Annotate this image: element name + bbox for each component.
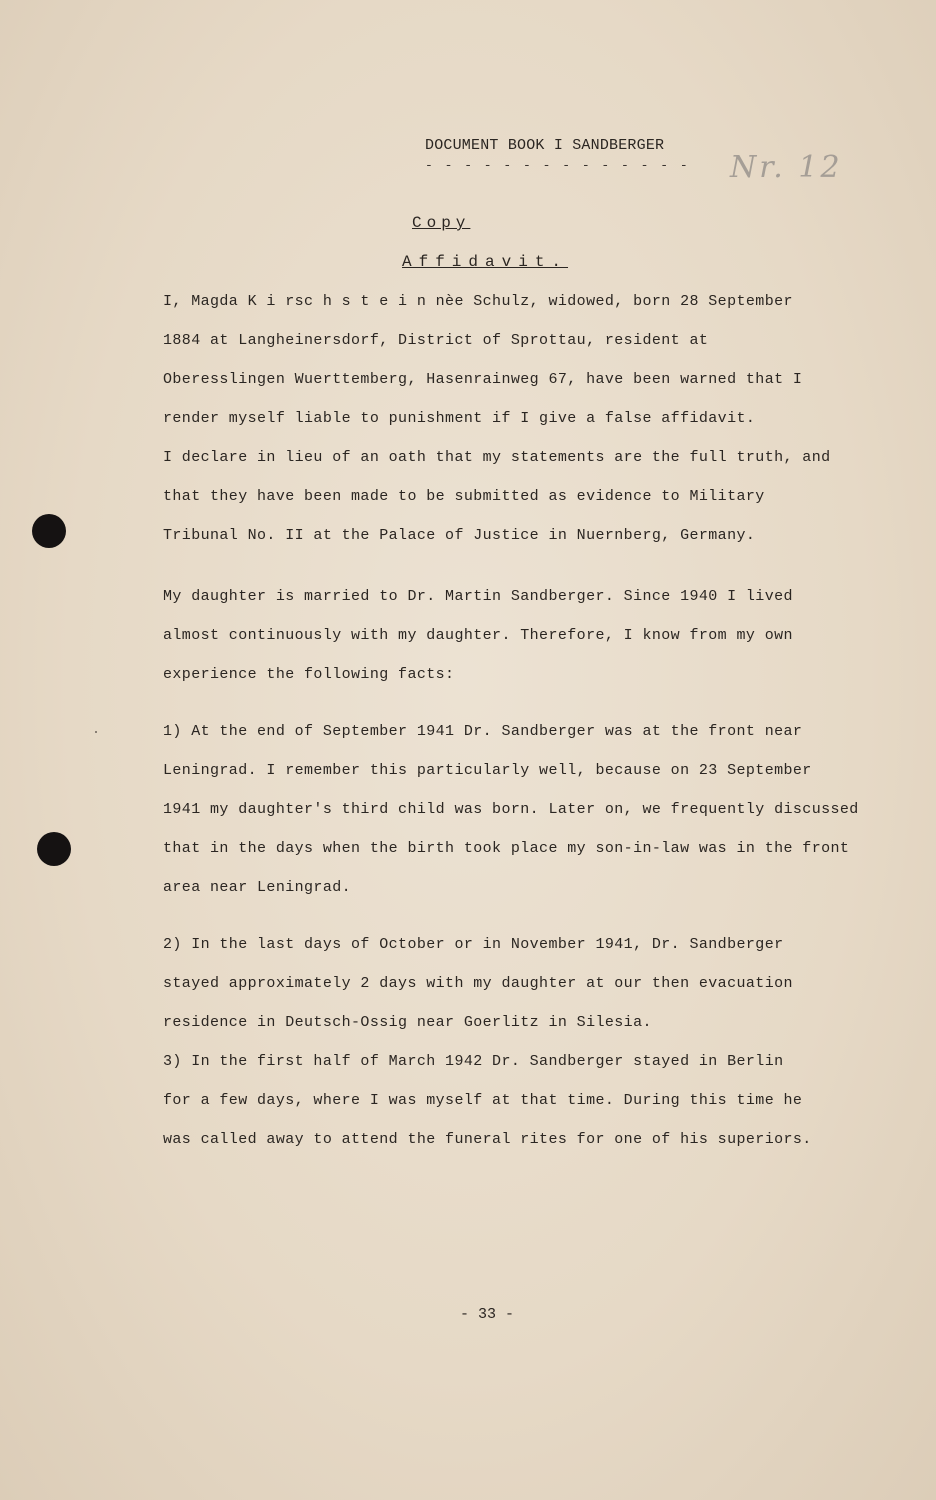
- body-line: experience the following facts:: [163, 666, 455, 683]
- page-number: - 33 -: [460, 1306, 515, 1323]
- handwritten-note: Nr. 12: [730, 150, 843, 185]
- body-line: Leningrad. I remember this particularly well, because on 23 September: [163, 762, 812, 779]
- paper-speck: [95, 731, 97, 733]
- body-line: I, Magda K i rsc h s t e i n nèe Schulz, widowed, born 28 September: [163, 293, 793, 310]
- body-line: 1) At the end of September 1941 Dr. Sandberger was at the front near: [163, 723, 803, 740]
- punch-hole-upper: [32, 514, 66, 548]
- body-line: residence in Deutsch-Ossig near Goerlitz in Silesia.: [163, 1014, 652, 1031]
- body-line: I declare in lieu of an oath that my statements are the full truth, and: [163, 449, 831, 466]
- body-line: render myself liable to punishment if I give a false affidavit.: [163, 410, 756, 427]
- copy-label: Copy: [412, 214, 471, 232]
- body-line: was called away to attend the funeral rites for one of his superiors.: [163, 1131, 812, 1148]
- body-line: Oberesslingen Wuerttemberg, Hasenrainweg 67, have been warned that I: [163, 371, 803, 388]
- body-line: that they have been made to be submitted as evidence to Military: [163, 488, 765, 505]
- body-line: 3) In the first half of March 1942 Dr. Sandberger stayed in Berlin: [163, 1053, 784, 1070]
- body-line: for a few days, where I was myself at that time. During this time he: [163, 1092, 803, 1109]
- heading-underline: - - - - - - - - - - - - - -: [425, 158, 690, 173]
- body-line: 2) In the last days of October or in November 1941, Dr. Sandberger: [163, 936, 784, 953]
- body-line: that in the days when the birth took place my son-in-law was in the front: [163, 840, 850, 857]
- body-line: Tribunal No. II at the Palace of Justice in Nuernberg, Germany.: [163, 527, 756, 544]
- body-line: stayed approximately 2 days with my daughter at our then evacuation: [163, 975, 793, 992]
- body-line: area near Leningrad.: [163, 879, 352, 896]
- document-heading: DOCUMENT BOOK I SANDBERGER: [425, 137, 665, 154]
- affidavit-title: Affidavit.: [402, 253, 569, 271]
- punch-hole-lower: [37, 832, 71, 866]
- body-line: 1941 my daughter's third child was born. Later on, we frequently discussed: [163, 801, 859, 818]
- body-line: almost continuously with my daughter. Therefore, I know from my own: [163, 627, 793, 644]
- body-line: 1884 at Langheinersdorf, District of Sprottau, resident at: [163, 332, 709, 349]
- body-line: My daughter is married to Dr. Martin Sandberger. Since 1940 I lived: [163, 588, 793, 605]
